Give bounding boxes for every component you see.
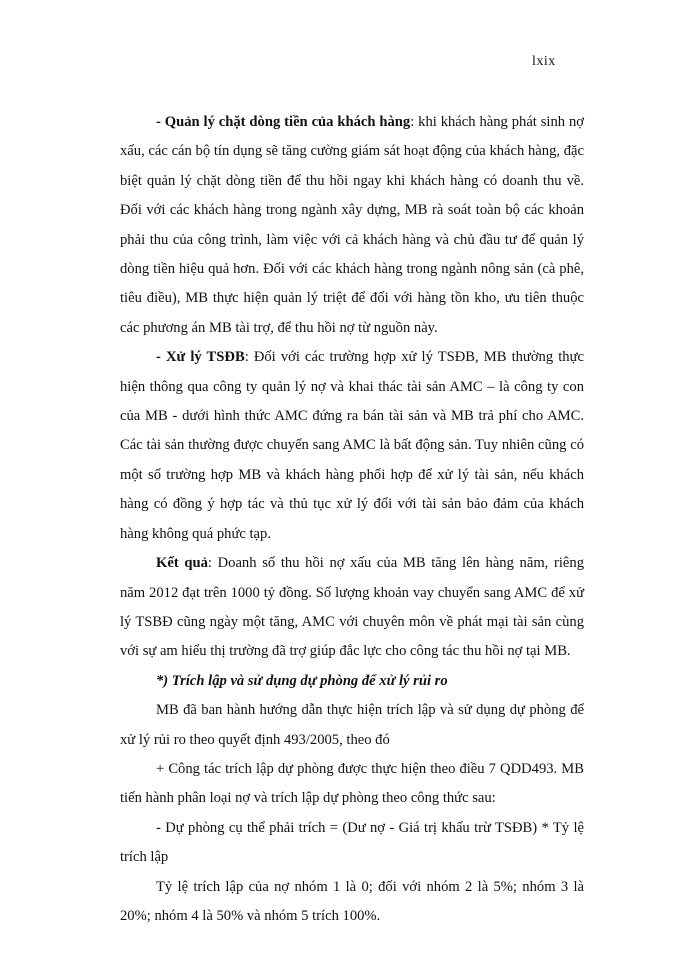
paragraph-cash-flow — [120, 108, 584, 343]
paragraph-body: : khi khách hàng phát sinh nợ xấu, các cán bộ tín dụng sẽ tăng cường giám sát hoạt động của khách hàng, đặc biệt quản lý chặt dòng tiền để thu hồi ngay khi khách hàng có doanh thu về. Đối với các khách hàng trong ngành xây dựng, MB rà soát toàn bộ các khoản phải thu của công trình, làm việc với cả khách hàng và chủ đầu tư để quản lý dòng tiền hiệu quả hơn. Đối với các khách hàng trong ngành nông sản (cà phê, tiêu điều), MB thực hiện quản lý triệt để đối với hàng tồn kho, ưu tiên thuộc các phương án MB tài trợ, để thu hồi nợ từ nguồn này. — [120, 114, 584, 336]
page-number: lxix — [532, 54, 556, 69]
page-content — [120, 108, 584, 931]
paragraph-provision-formula: - Dự phòng cụ thể phải trích = (Dư nợ - Giá trị khấu trừ TSĐB) * Tỷ lệ trích lập — [120, 819, 584, 866]
paragraph-lead: - Quản lý chặt dòng tiền của khách hàng — [156, 114, 411, 130]
section-heading: *) Trích lập và sử dụng dự phòng để xử lý rủi ro — [156, 672, 448, 689]
paragraph-provision-intro: MB đã ban hành hướng dẫn thực hiện trích lập và sử dụng dự phòng để xử lý rủi ro theo quyết định 493/2005, theo đó — [120, 702, 584, 748]
paragraph-provision-classify: + Công tác trích lập dự phòng được thực hiện theo điều 7 QDD493. MB tiến hành phân loại nợ và trích lập dự phòng theo công thức sau: — [120, 760, 584, 807]
paragraph-result — [120, 549, 584, 667]
paragraph-collateral — [120, 343, 584, 549]
paragraph-provision-rates: Tỷ lệ trích lập của nợ nhóm 1 là 0; đối với nhóm 2 là 5%; nhóm 3 là 20%; nhóm 4 là 50% và nhóm 5 trích 100%. — [120, 878, 584, 924]
paragraph-lead: Kết quả — [156, 555, 208, 572]
paragraph-body: : Đối với các trường hợp xử lý TSĐB, MB thường thực hiện thông qua công ty quản lý nợ và khai thác tài sản AMC – là công ty con của MB - dưới hình thức AMC đứng ra bán tài sản và MB trả phí cho AMC. Các tài sản thường được chuyển sang AMC là bất động sản. Tuy nhiên cũng có một số trường hợp MB và khách hàng phối hợp để xử lý tài sản, nếu khách hàng có đồng ý hợp tác và thủ tục xử lý đối với tài sản bảo đảm của khách hàng không quá phức tạp. — [120, 349, 584, 542]
paragraph-lead: - Xử lý TSĐB — [156, 349, 245, 366]
paragraph-body: : Doanh số thu hồi nợ xấu của MB tăng lên hàng năm, riêng năm 2012 đạt trên 1000 tỷ đồng. Số lượng khoản vay chuyển sang AMC để xử lý TSBĐ cũng ngày một tăng, AMC với chuyên môn về phát mại tài sản cùng với sự am hiểu thị trường đã trợ giúp đắc lực cho công tác thu hồi nợ tại MB. — [120, 555, 584, 660]
